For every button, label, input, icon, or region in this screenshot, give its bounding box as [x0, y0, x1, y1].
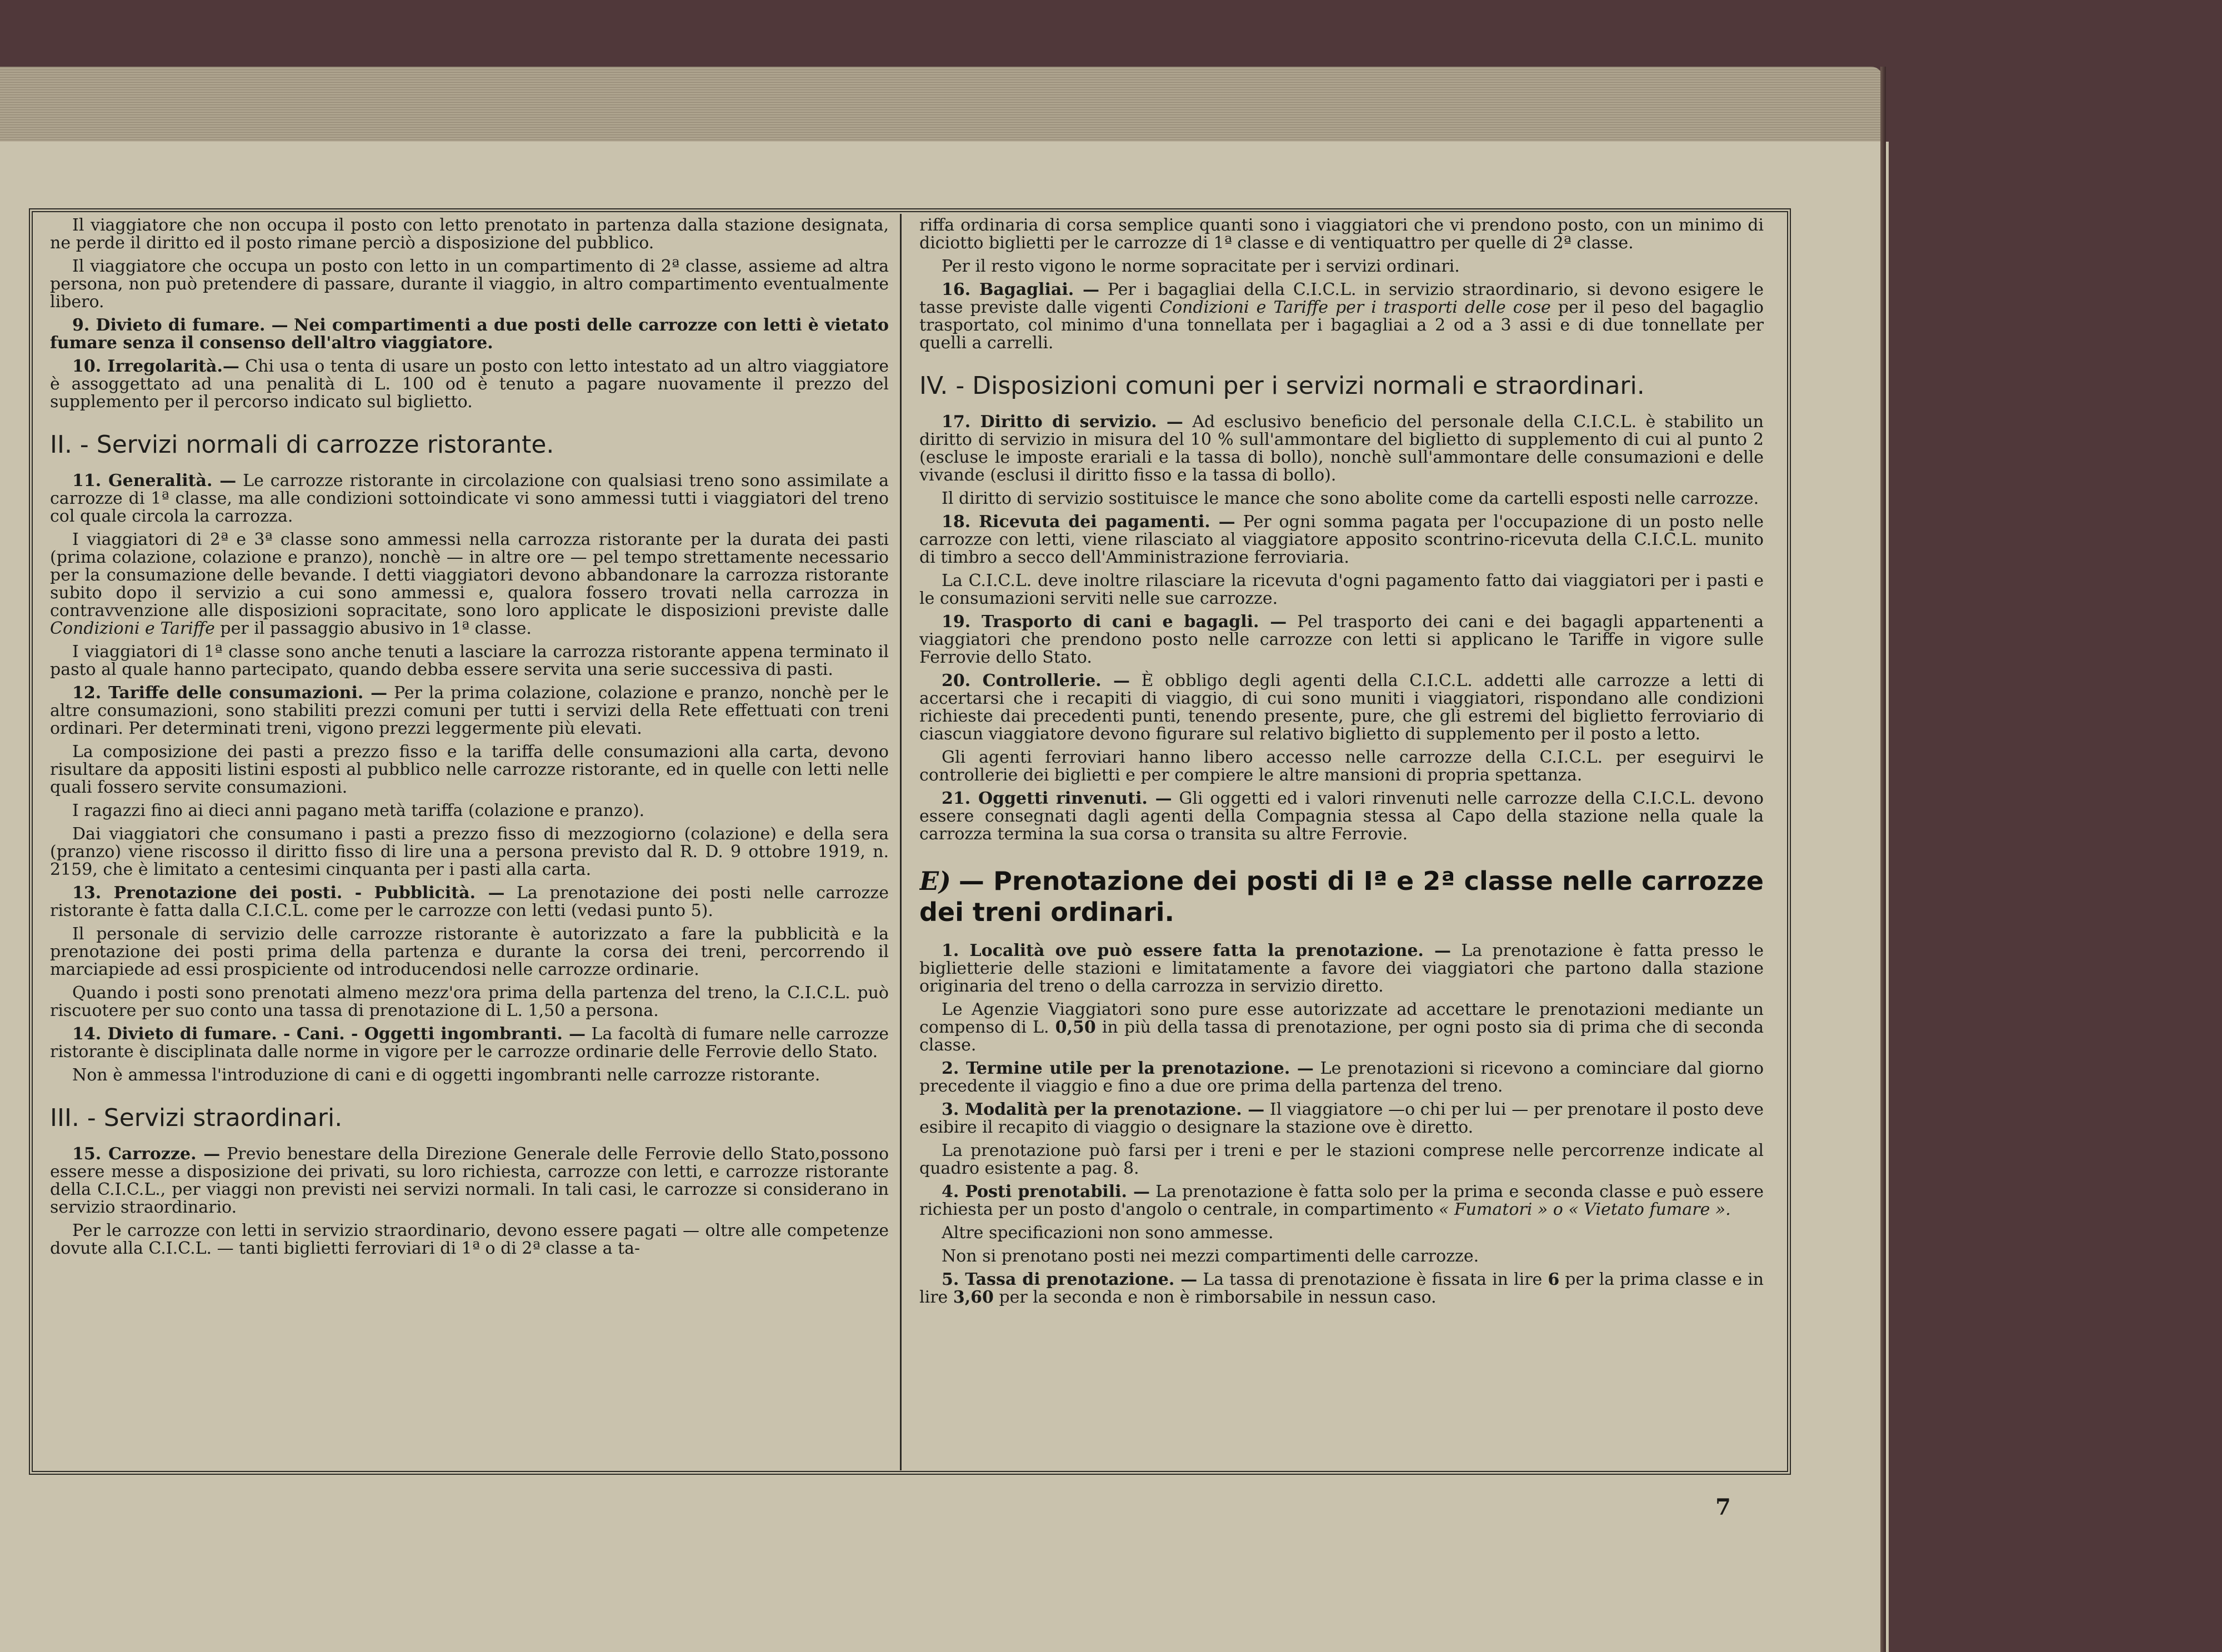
paragraph: Quando i posti sono prenotati almeno mezz'ora prima della partenza del treno, la C.I.C.L. può riscuotere per suo conto una tassa di prenotazione di L. 1,50 a persona.: [50, 983, 889, 1020]
chapter-letter: E): [919, 866, 951, 896]
article-title: 17. Diritto di servizio. —: [942, 412, 1183, 432]
paragraph: [919, 1001, 1764, 1054]
paragraph: La prenotazione può farsi per i treni e per le stazioni comprese nelle percorrenze indicate al quadro esistente a pag. 8.: [919, 1141, 1764, 1178]
italic-reference: Condizioni e Tariffe per i trasporti delle cose: [1159, 298, 1551, 317]
rule-3: [919, 1101, 1764, 1137]
fee-amount: 3,60: [953, 1288, 994, 1307]
paragraph: Il viaggiatore che non occupa il posto con letto prenotato in partenza dalla stazione designata, ne perde il diritto ed il posto rimane perciò a disposizione del pubblico.: [50, 217, 889, 253]
article-text: Per ogni somma pagata per l'occupazione di un posto nelle carrozze con letti, viene rilasciato al viaggiatore apposito scontrino-ricevuta della C.I.C.L. munito di timbro a secco dell'Amministrazione ferroviaria.: [919, 512, 1764, 567]
book-fold: [1880, 67, 1886, 1652]
paragraph: Non si prenotano posti nei mezzi compartimenti delle carrozze.: [942, 1246, 1479, 1266]
section-heading-4: IV. - Disposizioni comuni per i servizi normali e straordinari.: [919, 372, 1645, 400]
article-text: per la seconda e non è rimborsabile in nessun caso.: [999, 1288, 1437, 1307]
rule-1: [919, 942, 1764, 995]
article-text: Ad esclusivo beneficio del personale della C.I.C.L. è stabilito un diritto di servizio in misura del 10 % sull'ammontare del biglietto di supplemento di cui al punto 2 (escluse le imposte erariali e la tassa di bollo), nonchè sull'ammontare delle consumazioni e delle vivande (esclusi il diritto fisso e la tassa di bollo).: [919, 412, 1764, 485]
rule-2: [919, 1060, 1764, 1095]
article-text: Gli oggetti ed i valori rinvenuti nelle carrozze della C.I.C.L. devono essere consegnati dagli agenti della Compagnia stessa al Capo della stazione nella quale la carrozza termina la sua corsa o transita su altre Ferrovie.: [919, 789, 1764, 844]
paragraph: Gli agenti ferroviari hanno libero accesso nelle carrozze della C.I.C.L. per eseguirvi le controllerie dei biglietti e per compiere le altre mansioni di propria spettanza.: [919, 748, 1764, 785]
article-title: 9. Divieto di fumare. —: [72, 316, 288, 335]
article-title: 1. Località ove può essere fatta la prenotazione. —: [942, 941, 1452, 960]
article-text: Per la prima colazione, colazione e pranzo, nonchè per le altre consumazioni, sono stabiliti prezzi comuni per tutti i servizi della Rete effettuati con treni ordinari. Per determinati treni, vigono prezzi leggermente più elevati.: [50, 683, 889, 738]
article-title: 20. Controllerie. —: [942, 671, 1130, 690]
article-title: 2. Termine utile per la prenotazione. —: [942, 1059, 1314, 1078]
section-heading-2: II. - Servizi normali di carrozze ristorante.: [50, 430, 554, 459]
fee-amount: 6: [1548, 1270, 1560, 1289]
paragraph: Il personale di servizio delle carrozze ristorante è autorizzato a fare la pubblicità e la prenotazione dei posti prima della partenza e durante la corsa dei treni, percorrendo il marciapiede ad essi prospiciente od introducendosi nelle carrozze ordinarie.: [50, 924, 889, 979]
article-title: 5. Tassa di prenotazione. —: [942, 1270, 1198, 1289]
article-text: Chi usa o tenta di usare un posto con letto intestato ad un altro viaggiatore è assoggettato ad una penalità di L. 100 od è tenuto a pagare nuovamente il prezzo del supplemento per il percorso indicato sul biglietto.: [50, 357, 889, 412]
article-text: per la prima classe e in lire: [919, 1270, 1764, 1307]
article-title: 16. Bagagliai. —: [942, 280, 1099, 299]
article-title: 13. Prenotazione dei posti. - Pubblicità. —: [72, 883, 505, 903]
paragraph: I viaggiatori di 1ª classe sono anche tenuti a lasciare la carrozza ristorante appena terminato il pasto al quale hanno partecipato, quando debba essere servita una serie successiva di pasti.: [50, 642, 889, 679]
article-11: [50, 472, 889, 525]
article-text: Le carrozze ristorante in circolazione con qualsiasi treno sono assimilate a carrozze di 1ª classe, ma alle condizioni sottoindicate vi sono ammessi tutti i viaggiatori del treno col quale circola la carrozza.: [50, 471, 889, 526]
article-text: Le prenotazioni si ricevono a cominciare dal giorno precedente il viaggio e fino a due ore prima della partenza del treno.: [919, 1059, 1764, 1096]
article-text: La prenotazione è fatta presso le biglietterie delle stazioni e limitatamente a favore dei viaggiatori che partono dalla stazione originaria del treno o della carrozza in servizio diretto.: [919, 941, 1764, 996]
chapter-title: — Prenotazione dei posti di Iª e 2ª classe nelle carrozze dei treni ordinari.: [919, 866, 1764, 927]
italic-reference: Condizioni e Tariffe: [50, 619, 215, 638]
paragraph: riffa ordinaria di corsa semplice quanti sono i viaggiatori che vi prendono posto, con un minimo di diciotto biglietti per le carrozze di 1ª classe e di ventiquattro per quelle di 2ª classe.: [919, 217, 1764, 253]
italic-reference: « Fumatori » o « Vietato fumare ».: [1438, 1200, 1731, 1219]
article-title: 4. Posti prenotabili. —: [942, 1182, 1150, 1202]
article-text: Nei compartimenti a due posti delle carrozze con letti è vietato fumare senza il consenso dell'altro viaggiatore.: [50, 316, 889, 353]
article-15: [50, 1145, 889, 1217]
article-17: [919, 413, 1764, 484]
article-title: 14. Divieto di fumare. - Cani. - Oggetti ingombranti. —: [72, 1024, 586, 1044]
paragraph: Per le carrozze con letti in servizio straordinario, devono essere pagati — oltre alle competenze dovute alla C.I.C.L. — tanti biglietti ferroviari di 1ª o di 2ª classe a ta-: [50, 1221, 889, 1258]
article-title: 11. Generalità. —: [72, 471, 237, 490]
article-10: [50, 358, 889, 411]
paragraph: Altre specificazioni non sono ammesse.: [942, 1223, 1274, 1243]
article-text: È obbligo degli agenti della C.I.C.L. addetti alle carrozze a letti di accertarsi che i recapiti di viaggio, di cui sono muniti i viaggiatori, rispondano alle condizioni richieste dai precedenti punti, tenendo presente, pure, che gli estremi del biglietto ferroviario di ciascun viaggiatore devono figurare sul relativo biglietto di supplemento per il posto a letto.: [919, 671, 1764, 744]
left-column: [50, 217, 889, 1464]
paragraph-text: per il passaggio abusivo in 1ª classe.: [220, 619, 532, 638]
article-text: La prenotazione è fatta solo per la prima e seconda classe e può essere richiesta per un posto d'angolo o centrale, in compartimento: [919, 1182, 1764, 1219]
article-text: per il peso del bagaglio trasportato, col minimo d'una tonnellata per i bagagliai a 2 od a 3 assi e di due tonnellate per quelli a carrelli.: [919, 298, 1764, 353]
paragraph: La C.I.C.L. deve inoltre rilasciare la ricevuta d'ogni pagamento fatto dai viaggiatori per i pasti e le consumazioni serviti nelle sue carrozze.: [919, 571, 1764, 608]
book-page-edges: [0, 67, 1883, 144]
chapter-heading-e: [919, 865, 1764, 928]
fee-amount: 0,50: [1055, 1018, 1096, 1037]
article-title: 21. Oggetti rinvenuti. —: [942, 789, 1172, 808]
article-21: [919, 790, 1764, 843]
page-number: 7: [1715, 1494, 1731, 1520]
article-text: Per i bagagliai della C.I.C.L. in servizio straordinario, si devono esigere le tasse previste dalle vigenti: [919, 280, 1764, 317]
article-18: [919, 513, 1764, 567]
paragraph: Il diritto di servizio sostituisce le mance che sono abolite come da cartelli esposti nelle carrozze.: [942, 489, 1759, 508]
paragraph-text: Le Agenzie Viaggiatori sono pure esse autorizzate ad accettare le prenotazioni mediante un compenso di L.: [919, 1000, 1764, 1037]
article-title: 15. Carrozze. —: [72, 1144, 221, 1164]
article-text: La facoltà di fumare nelle carrozze ristorante è disciplinata dalle norme in vigore per le carrozze ordinarie delle Ferrovie dello Stato.: [50, 1024, 889, 1062]
article-text: Previo benestare della Direzione Generale delle Ferrovie dello Stato,possono essere messe a disposizione dei privati, su loro richiesta, carrozze con letti, e carrozze ristorante della C.I.C.L., per viaggi non previsti nei servizi normali. In tali casi, le carrozze si considerano in servizio straordinario.: [50, 1144, 889, 1217]
article-16: [919, 281, 1764, 352]
paragraph: I ragazzi fino ai dieci anni pagano metà tariffa (colazione e pranzo).: [72, 801, 645, 820]
article-14: [50, 1025, 889, 1061]
paragraph: Dai viaggiatori che consumano i pasti a prezzo fisso di mezzogiorno (colazione) e della sera (pranzo) viene riscosso il diritto fisso di lire una a persona previsto dal R. D. 9 ottobre 1919, n. 2159, che è limitato a centesimi cinquanta per i pasti alla carta.: [50, 824, 889, 879]
article-title: 10. Irregolarità.—: [72, 357, 239, 376]
article-text: Pel trasporto dei cani e dei bagagli appartenenti a viaggiatori che prendono posto nelle carrozze con letti si applicano le Tariffe in vigore sulle Ferrovie dello Stato.: [919, 612, 1764, 667]
article-text: Il viaggiatore —o chi per lui — per prenotare il posto deve esibire il recapito di viaggio o designare la stazione ove è diretto.: [919, 1100, 1764, 1137]
column-divider: [900, 214, 902, 1470]
paragraph: Non è ammessa l'introduzione di cani e di oggetti ingombranti nelle carrozze ristorante.: [72, 1065, 820, 1085]
article-title: 19. Trasporto di cani e bagagli. —: [942, 612, 1287, 632]
paragraph: Per il resto vigono le norme sopracitate per i servizi ordinari.: [942, 257, 1460, 276]
article-20: [919, 672, 1764, 743]
article-text: La prenotazione dei posti nelle carrozze ristorante è fatta dalla C.I.C.L. come per le carrozze con letti (vedasi punto 5).: [50, 883, 889, 920]
article-text: La tassa di prenotazione è fissata in lire: [1203, 1270, 1543, 1289]
paragraph-text: I viaggiatori di 2ª e 3ª classe sono ammessi nella carrozza ristorante per la durata dei pasti (prima colazione, colazione e pranzo), nonchè — in altre ore — pel tempo strettamente necessario per la consumazione delle bevande. I detti viaggiatori devono abbandonare la carrozza ristorante subito dopo il servizio a cui sono ammessi e, qualora fossero trovati nella carrozza in contravvenzione alle disposizioni sopracitate, sono loro applicate le disposizioni previste dalle: [50, 530, 889, 620]
article-title: 18. Ricevuta dei pagamenti. —: [942, 512, 1235, 532]
paragraph: Il viaggiatore che occupa un posto con letto in un compartimento di 2ª classe, assieme ad altra persona, non può pretendere di passare, durante il viaggio, in altro compartimento eventualmente libero.: [50, 257, 889, 312]
article-9: [50, 317, 889, 352]
right-column: [919, 217, 1764, 1464]
article-12: [50, 684, 889, 738]
paragraph: La composizione dei pasti a prezzo fisso e la tariffa delle consumazioni alla carta, devono risultare da appositi listini esposti al pubblico nelle carrozze ristorante, ed in quelle con letti nelle quali fossero servite consumazioni.: [50, 742, 889, 797]
article-19: [919, 613, 1764, 667]
rule-5: [919, 1271, 1764, 1306]
article-title: 12. Tariffe delle consumazioni. —: [72, 683, 388, 703]
paragraph-text: in più della tassa di prenotazione, per ogni posto sia di prima che di seconda classe.: [919, 1018, 1764, 1055]
article-13: [50, 884, 889, 920]
article-title: 3. Modalità per la prenotazione. —: [942, 1100, 1265, 1119]
rule-4: [919, 1183, 1764, 1219]
paragraph: [50, 531, 889, 638]
section-heading-3: III. - Servizi straordinari.: [50, 1104, 343, 1132]
